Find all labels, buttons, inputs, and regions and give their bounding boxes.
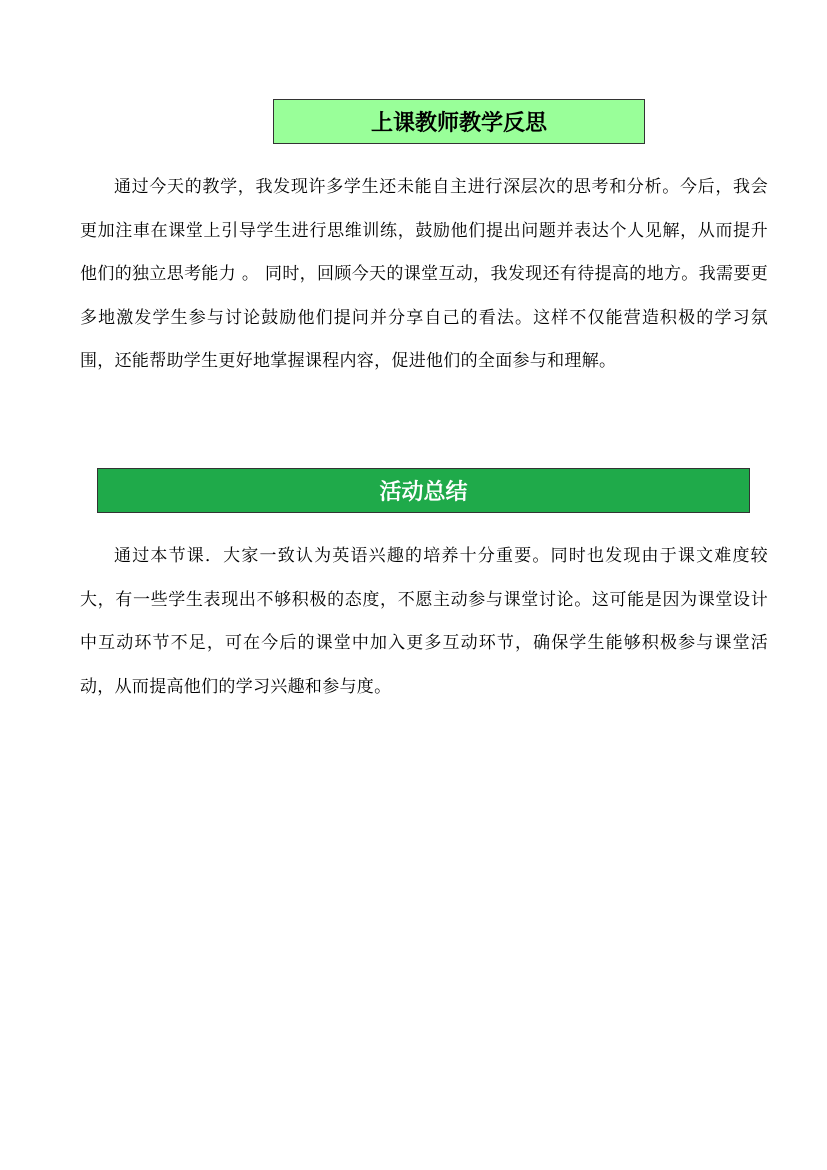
reflection-paragraph: 通过今天的教学，我发现许多学生还未能自主进行深层次的思考和分析。今后，我会更加注車在课堂上引导学生进行思维训练，鼓励他们提出问题并表达个人见解，从而提升他们的独立思考能力 。 同时，回顾今天的课堂互动，我发现还有待提高的地方。我需要更多地激发学生参与讨论鼓励他们提问并分享自己的看法。这样不仅能营造积极的学习氛围，还能帮助学生更好地掌握课程内容，促进他们的全面参与和理解。 [80,177,768,371]
reflection-heading: 上课教师教学反思 [370,111,547,136]
reflection-heading-box [273,99,645,144]
summary-heading: 活动总结 [379,480,468,505]
summary-heading-box [97,468,750,513]
summary-paragraph: 通过本节课．大家一致认为英语兴趣的培养十分重要。同时也发现由于课文难度较大，有一些学生表现出不够积极的态度，不愿主动参与课堂讨论。这可能是因为课堂设计中互动环节不足，可在今后的课堂中加入更多互动环节，确保学生能够积极参与课堂活动，从而提高他们的学习兴趣和参与度。 [80,546,768,697]
